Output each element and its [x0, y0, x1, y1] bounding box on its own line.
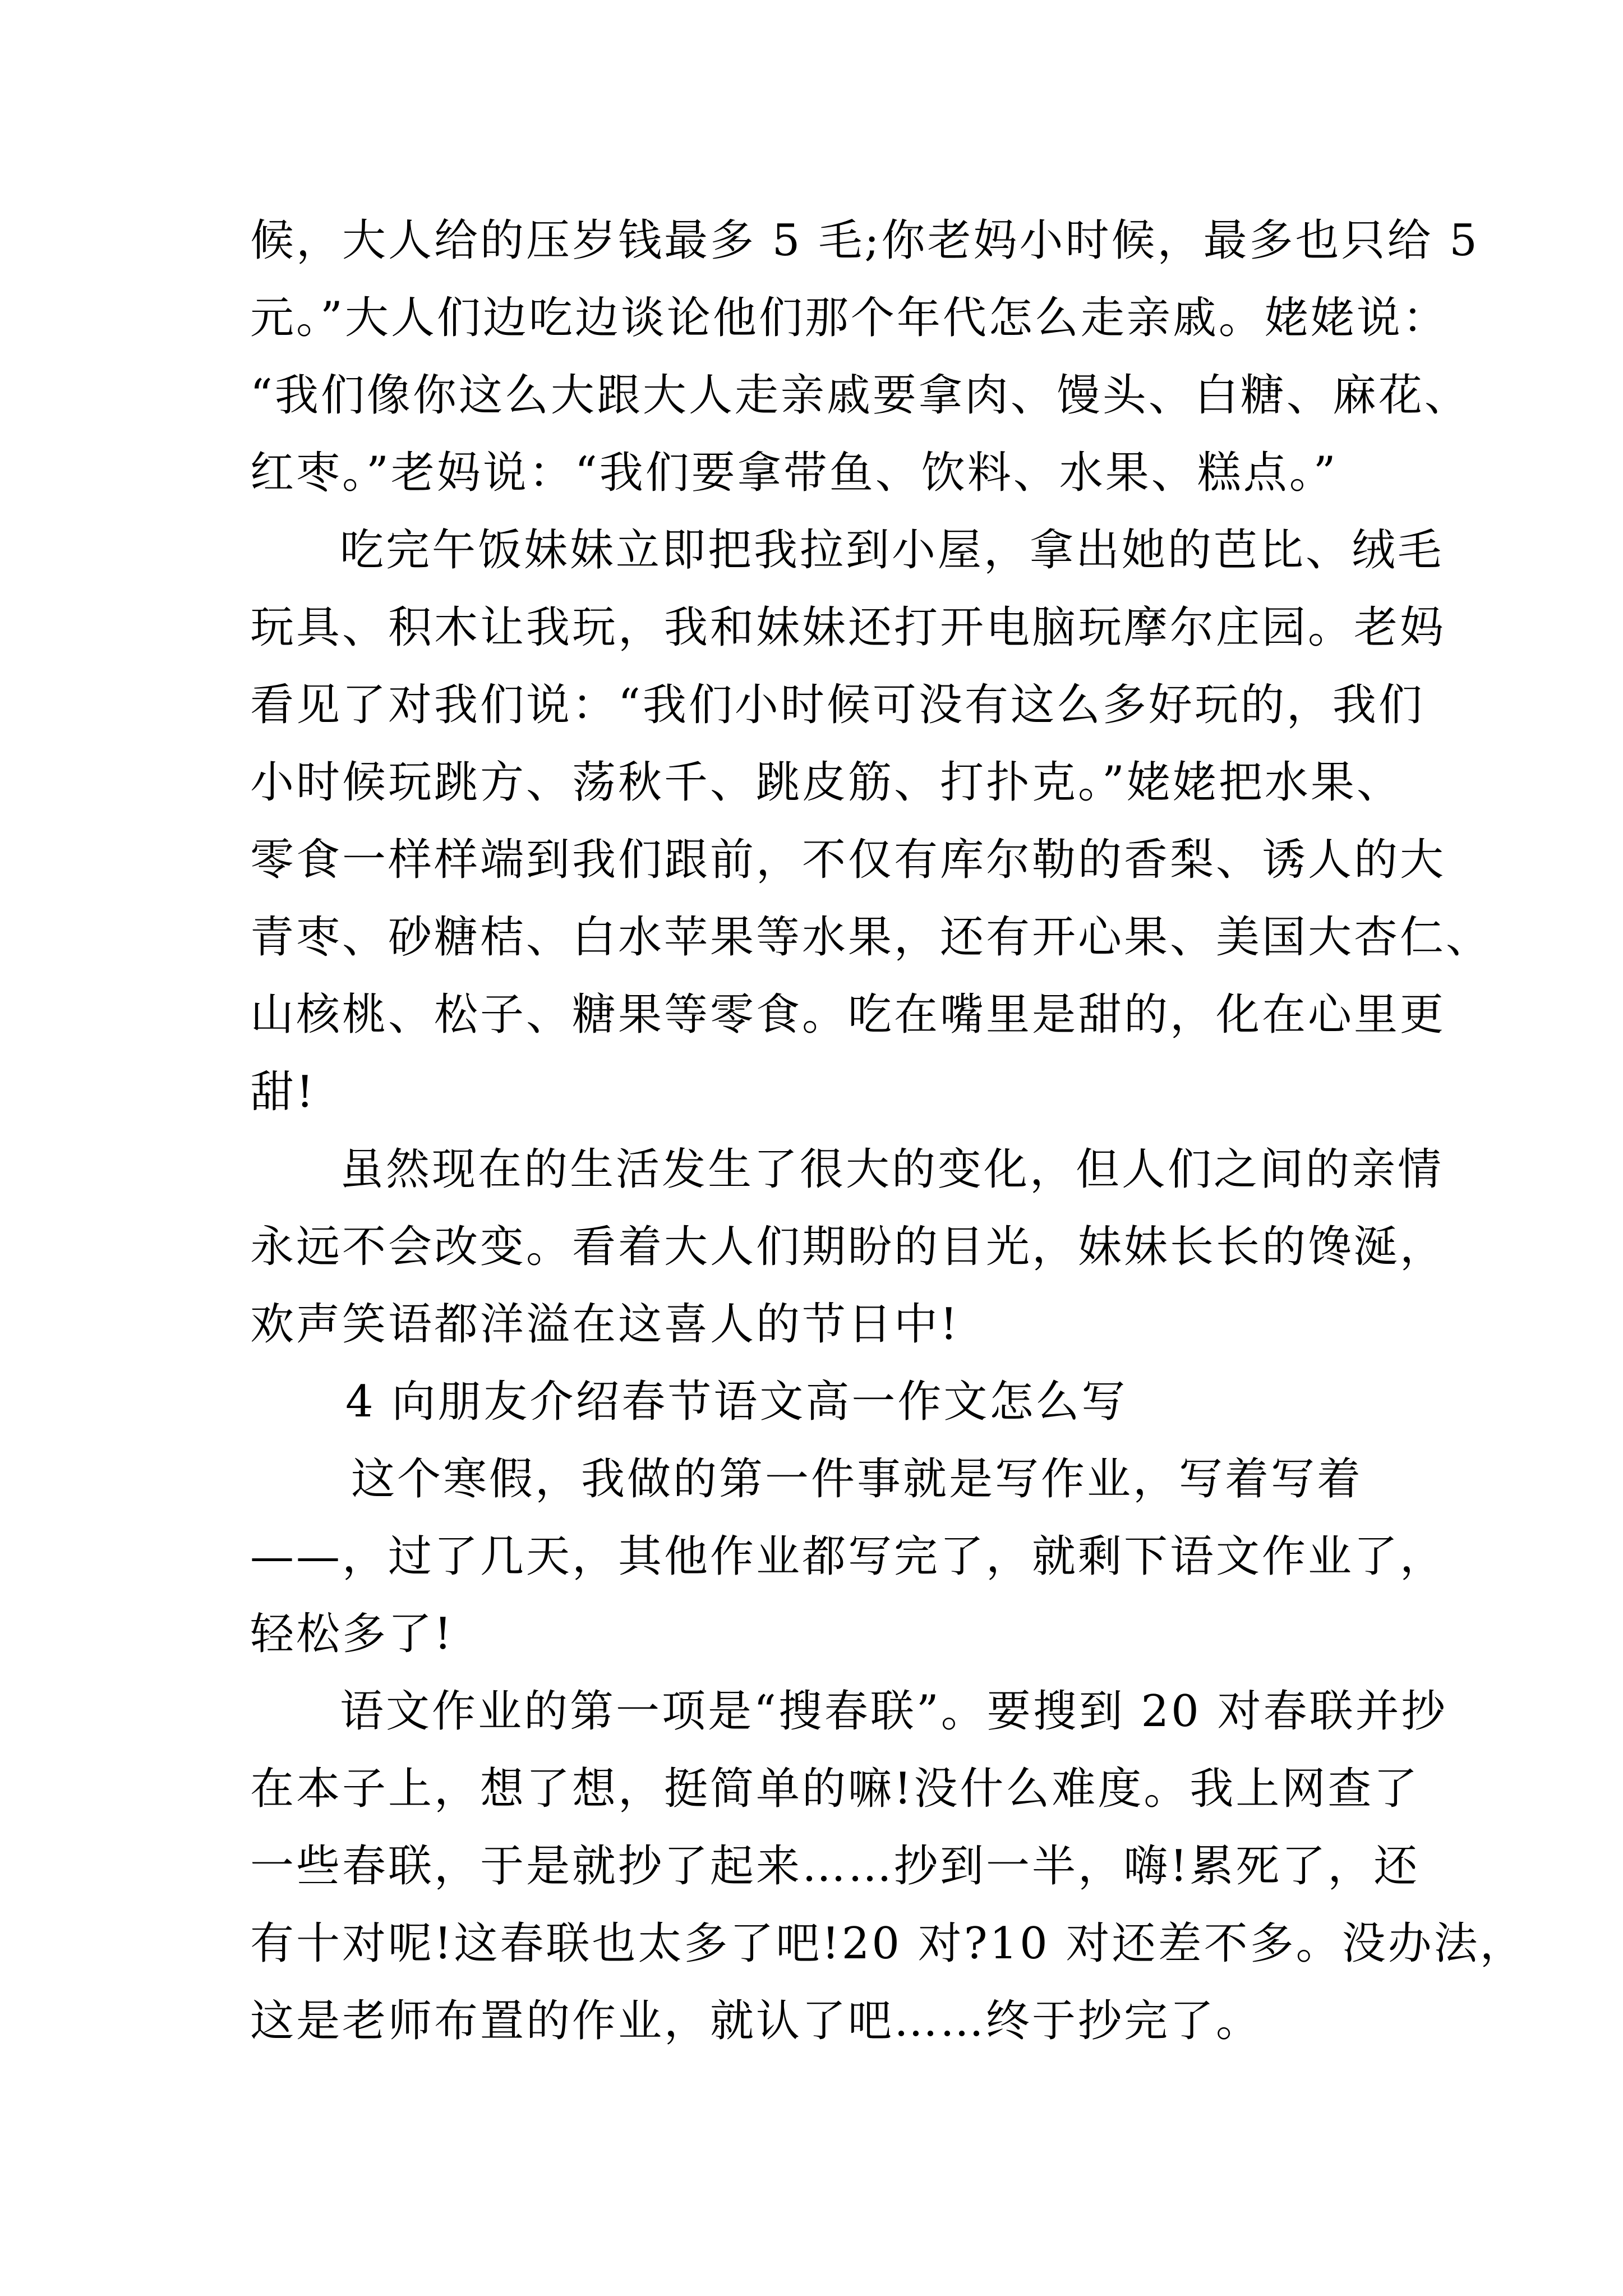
paragraph [250, 1441, 1446, 1673]
text-line: ——，过了几天，其他作业都写完了，就剩下语文作业了， [250, 1531, 1446, 1582]
text-line: 这个寒假，我做的第一件事就是写作业，写着写着 [351, 1454, 1363, 1504]
text-line: 玩具、积木让我玩，我和妹妹还打开电脑玩摩尔庄园。老妈 [250, 602, 1446, 653]
text-line: 吃完午饭妹妹立即把我拉到小屋，拿出她的芭比、绒毛 [340, 525, 1444, 576]
section-heading [250, 1363, 1439, 1441]
text-line: 红枣。”老妈说：“我们要拿带鱼、饮料、水果、糕点。” [250, 448, 1338, 498]
text-line: 欢声笑语都洋溢在这喜人的节日中! [250, 1299, 960, 1350]
text-line: 在本子上，想了想，挺简单的嘛!没什么难度。我上网查了 [250, 1764, 1420, 1814]
text-line: 零食一样样端到我们跟前，不仅有库尔勒的香梨、诱人的大 [250, 835, 1446, 885]
paragraph [250, 1673, 1526, 2060]
text-line: 虽然现在的生活发生了很大的变化，但人们之间的亲情 [340, 1144, 1444, 1195]
text-line: 轻松多了! [250, 1609, 454, 1659]
text-line: 山核桃、松子、糖果等零食。吃在嘴里是甜的，化在心里更 [250, 990, 1446, 1040]
text-line: 看见了对我们说：“我们小时候可没有这么多好玩的，我们 [250, 680, 1424, 730]
text-line: 小时候玩跳方、荡秋千、跳皮筋、打扑克。”姥姥把水果、 [250, 757, 1403, 808]
text-line: 这是老师布置的作业，就认了吧……终于抄完了。 [250, 1996, 1262, 2046]
text-line: 青枣、砂糖桔、白水苹果等水果，还有开心果、美国大杏仁、 [250, 912, 1492, 963]
document-body [250, 202, 1526, 2060]
text-line: 甜! [250, 1067, 316, 1117]
text-line: 候，大人给的压岁钱最多 5 毛;你老妈小时候，最多也只给 5 [250, 215, 1479, 266]
text-line: 一些春联，于是就抄了起来……抄到一半，嗨!累死了，还 [250, 1841, 1420, 1892]
paragraph [250, 202, 1479, 512]
text-line: 语文作业的第一项是“搜春联”。要搜到 20 对春联并抄 [340, 1686, 1447, 1737]
paragraph [250, 1131, 1446, 1363]
text-line: 有十对呢!这春联也太多了吧!20 对?10 对还差不多。没办法， [250, 1918, 1526, 1969]
text-line: 永远不会改变。看着大人们期盼的目光，妹妹长长的馋涎， [250, 1222, 1446, 1272]
heading-text: 4 向朋友介绍春节语文高一作文怎么写 [345, 1377, 1128, 1427]
text-line: 元。”大人们边吃边谈论他们那个年代怎么走亲戚。姥姥说： [250, 293, 1449, 343]
text-line: “我们像你这么大跟大人走亲戚要拿肉、馒头、白糖、麻花、 [250, 370, 1470, 421]
paragraph [250, 512, 1492, 1131]
